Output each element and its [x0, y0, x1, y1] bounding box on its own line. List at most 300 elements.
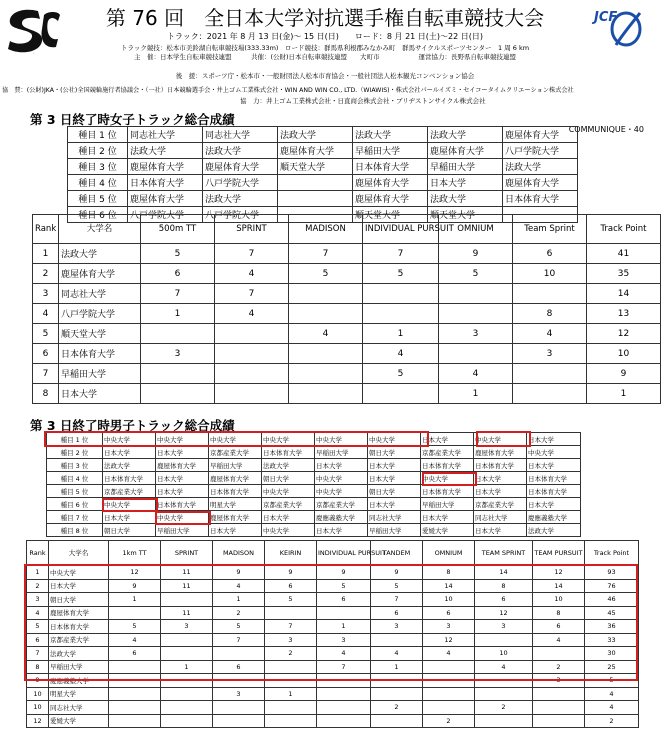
- event-rank-university: 朝日大学: [262, 472, 315, 485]
- column-header: TEAM PURSUIT: [533, 541, 585, 566]
- university-name: 早稲田大学: [59, 364, 141, 384]
- score-cell: 5: [317, 579, 371, 593]
- university-name: 日本大学: [49, 579, 109, 593]
- rank-cell: 1: [33, 244, 59, 264]
- score-cell: 11: [161, 579, 213, 593]
- event-rank-university: 同志社大学: [203, 127, 278, 143]
- score-cell: 5: [439, 264, 513, 284]
- score-cell: [109, 660, 161, 674]
- score-cell: [109, 674, 161, 688]
- score-cell: 6: [213, 660, 265, 674]
- score-cell: [109, 606, 161, 620]
- event-rank-label: 種目 1 位: [47, 433, 103, 446]
- event-rank-university: 八戸学院大学: [203, 175, 278, 191]
- score-cell: [161, 687, 213, 701]
- event-rank-university: 日本体育大学: [421, 459, 474, 472]
- score-cell: [215, 344, 289, 364]
- column-header: OMNIUM: [439, 215, 513, 244]
- event-rank-university: 日本大学: [428, 175, 503, 191]
- score-cell: 2: [475, 701, 533, 715]
- score-cell: 9: [109, 579, 161, 593]
- sc-logo: [4, 5, 62, 55]
- university-name: 愛媛大学: [49, 714, 109, 728]
- event-rank-label: 種目 1 位: [68, 127, 128, 143]
- event-rank-university: 中央大学: [103, 498, 156, 511]
- table-row: [27, 687, 639, 701]
- event-rank-university: 京都産業大学: [315, 498, 368, 511]
- event-ranking-row: [47, 459, 581, 472]
- rank-cell: 2: [33, 264, 59, 284]
- event-rank-university: 慶應義塾大学: [315, 511, 368, 524]
- event-rank-university: 鹿屋体育大学: [209, 511, 262, 524]
- score-cell: 14: [533, 579, 585, 593]
- track-point-cell: 4: [585, 687, 639, 701]
- score-cell: [265, 606, 317, 620]
- score-cell: 6: [265, 579, 317, 593]
- table-row: [27, 633, 639, 647]
- score-cell: 6: [317, 593, 371, 607]
- score-cell: 3: [513, 344, 587, 364]
- organizer-line: 主 催：日本学生自転車競技連盟 共催：(公財)日本自転車競技連盟 大町市 運営協力：長野県自転車競技連盟: [133, 53, 517, 61]
- score-cell: [533, 714, 585, 728]
- score-cell: [265, 674, 317, 688]
- event-rank-university: 鹿屋体育大学: [278, 143, 353, 159]
- score-cell: 14: [475, 566, 533, 580]
- rank-cell: 2: [27, 579, 49, 593]
- score-cell: [161, 714, 213, 728]
- score-cell: 11: [161, 606, 213, 620]
- jcf-logo: [592, 5, 644, 55]
- score-cell: 1: [371, 660, 423, 674]
- rank-cell: 3: [33, 284, 59, 304]
- score-cell: 12: [109, 566, 161, 580]
- score-cell: [371, 714, 423, 728]
- score-cell: 4: [371, 647, 423, 661]
- event-rank-university: 順天堂大学: [278, 159, 353, 175]
- score-cell: 1: [109, 593, 161, 607]
- column-header: INDIVIDUAL PURSUIT: [317, 541, 371, 566]
- score-cell: [161, 647, 213, 661]
- column-header: MADISON: [289, 215, 363, 244]
- table-row: [27, 606, 639, 620]
- column-header: SPRINT: [161, 541, 213, 566]
- track-point-cell: 33: [585, 633, 639, 647]
- table-row: [33, 384, 661, 404]
- score-cell: 3: [475, 620, 533, 634]
- event-rank-university: 早稲田大学: [368, 524, 421, 537]
- men-score-table: [26, 540, 639, 728]
- rank-cell: 9: [27, 674, 49, 688]
- event-rank-university: [278, 175, 353, 191]
- score-cell: 1: [265, 687, 317, 701]
- score-cell: [109, 714, 161, 728]
- event-rank-university: 鹿屋体育大学: [474, 446, 527, 459]
- university-name: 順天堂大学: [59, 324, 141, 344]
- event-rank-university: 日本体育大学: [353, 159, 428, 175]
- score-cell: 9: [317, 566, 371, 580]
- event-rank-university: 日本大学: [527, 433, 581, 446]
- event-rank-university: 中央大学: [527, 446, 581, 459]
- event-ranking-row: [68, 127, 578, 143]
- event-rank-university: 朝日大学: [368, 446, 421, 459]
- table-row: [33, 304, 661, 324]
- event-rank-university: 法政大学: [428, 127, 503, 143]
- score-cell: 10: [513, 264, 587, 284]
- university-name: 日本体育大学: [59, 344, 141, 364]
- score-cell: 9: [371, 566, 423, 580]
- score-cell: 5: [371, 579, 423, 593]
- event-rank-university: 法政大学: [428, 191, 503, 207]
- event-rank-university: 日本体育大学: [527, 472, 581, 485]
- score-cell: 5: [141, 244, 215, 264]
- track-point-cell: 2: [585, 714, 639, 728]
- table-row: [33, 284, 661, 304]
- event-rank-university: 法政大学: [128, 143, 203, 159]
- sponsor-line: 協 賛：(公財)JKA・(公社)全国競輪施行者協議会・（一社）日本競輪選手会・井上ゴム工業株式会社・WIN AND WIN CO., LTD.（WIAWIS)・株式会社パールイズミ・セイコータイムクリエーション株式会社: [2, 87, 574, 94]
- track-point-cell: 36: [585, 620, 639, 634]
- event-rank-university: 日本大学: [156, 485, 209, 498]
- event-rank-university: 早稲田大学: [315, 446, 368, 459]
- event-rank-university: 中央大学: [421, 472, 474, 485]
- score-cell: 4: [363, 344, 439, 364]
- event-rank-university: 順天堂大学: [353, 207, 428, 223]
- communique-number: COMMUNIQUE・40: [568, 125, 644, 134]
- score-cell: [213, 647, 265, 661]
- event-rank-university: 日本大学: [527, 498, 581, 511]
- event-rank-university: 早稲田大学: [156, 524, 209, 537]
- column-header: Rank: [27, 541, 49, 566]
- column-header: Rank: [33, 215, 59, 244]
- score-cell: 1: [363, 324, 439, 344]
- event-rank-university: 日本大学: [527, 459, 581, 472]
- track-point-cell: 25: [585, 660, 639, 674]
- column-header: MADISON: [213, 541, 265, 566]
- event-rank-university: 慶應義塾大学: [527, 511, 581, 524]
- score-cell: [423, 674, 475, 688]
- score-cell: [317, 674, 371, 688]
- event-rank-university: 法政大学: [278, 127, 353, 143]
- event-rank-university: 日本体育大学: [503, 191, 578, 207]
- score-cell: [317, 687, 371, 701]
- event-rank-university: 法政大学: [262, 459, 315, 472]
- event-ranking-row: [47, 446, 581, 459]
- score-cell: 8: [475, 579, 533, 593]
- score-cell: [265, 701, 317, 715]
- score-cell: 6: [109, 647, 161, 661]
- event-rank-university: 鹿屋体育大学: [428, 143, 503, 159]
- score-cell: [109, 701, 161, 715]
- table-row: [27, 660, 639, 674]
- score-cell: [371, 633, 423, 647]
- score-cell: [363, 284, 439, 304]
- university-name: 日本大学: [59, 384, 141, 404]
- score-cell: [423, 701, 475, 715]
- score-header-row: [33, 215, 661, 244]
- page-title: 第 76 回 全日本大学対抗選手権自転車競技大会: [105, 6, 545, 30]
- score-cell: 10: [533, 593, 585, 607]
- score-cell: [289, 384, 363, 404]
- score-cell: 9: [439, 244, 513, 264]
- score-cell: 4: [423, 647, 475, 661]
- university-name: 朝日大学: [49, 593, 109, 607]
- event-rank-university: 同志社大学: [128, 127, 203, 143]
- event-rank-university: 日本大学: [368, 498, 421, 511]
- score-cell: [317, 701, 371, 715]
- university-name: 法政大学: [59, 244, 141, 264]
- score-cell: 4: [215, 304, 289, 324]
- event-rank-label: 種目 4 位: [68, 175, 128, 191]
- score-cell: [161, 701, 213, 715]
- jcf-logo-text: JCF: [594, 10, 618, 25]
- column-header: KEIRIN: [265, 541, 317, 566]
- event-rank-university: 日本体育大学: [128, 175, 203, 191]
- rank-cell: 4: [27, 606, 49, 620]
- event-ranking-row: [68, 191, 578, 207]
- university-name: 八戸学院大学: [59, 304, 141, 324]
- event-rank-university: 鹿屋体育大学: [203, 159, 278, 175]
- track-point-cell: 13: [587, 304, 661, 324]
- score-cell: 5: [363, 364, 439, 384]
- event-rank-university: 鹿屋体育大学: [209, 472, 262, 485]
- track-point-cell: 41: [587, 244, 661, 264]
- score-cell: [265, 660, 317, 674]
- event-rank-university: 鹿屋体育大学: [128, 159, 203, 175]
- event-rank-university: 法政大学: [103, 459, 156, 472]
- track-point-cell: 9: [587, 364, 661, 384]
- event-rank-university: 日本体育大学: [421, 485, 474, 498]
- event-ranking-row: [68, 143, 578, 159]
- score-cell: 3: [141, 344, 215, 364]
- event-rank-university: 日本大学: [103, 446, 156, 459]
- university-name: 同志社大学: [49, 701, 109, 715]
- event-rank-university: 早稲田大学: [209, 459, 262, 472]
- event-rank-university: 朝日大学: [103, 524, 156, 537]
- event-rank-university: 日本大学: [315, 524, 368, 537]
- score-cell: 4: [439, 364, 513, 384]
- score-cell: 1: [439, 384, 513, 404]
- score-cell: 4: [215, 264, 289, 284]
- event-rank-university: 中央大学: [315, 472, 368, 485]
- column-header: 500m TT: [141, 215, 215, 244]
- score-cell: 1: [141, 304, 215, 324]
- column-header: OMNIUM: [423, 541, 475, 566]
- men-section-title: 第 3 日終了時男子トラック総合成績: [30, 418, 235, 433]
- score-cell: 6: [371, 606, 423, 620]
- event-rank-university: [278, 191, 353, 207]
- dates-line: トラック：2021 年 8 月 13 日(金)～ 15 日(日) ロード：8 月 21 日(土)～22 日(日): [166, 32, 484, 41]
- column-header: INDIVIDUAL PURSUIT: [363, 215, 439, 244]
- score-cell: [215, 324, 289, 344]
- event-rank-university: 日本大学: [421, 511, 474, 524]
- table-row: [27, 620, 639, 634]
- event-rank-university: 中央大学: [315, 485, 368, 498]
- score-cell: 12: [475, 606, 533, 620]
- score-cell: [475, 633, 533, 647]
- table-row: [27, 674, 639, 688]
- event-ranking-row: [47, 524, 581, 537]
- university-name: 鹿屋体育大学: [49, 606, 109, 620]
- score-cell: [371, 687, 423, 701]
- rank-cell: 10: [27, 701, 49, 715]
- event-rank-university: 京都産業大学: [421, 446, 474, 459]
- column-header: 大学名: [59, 215, 141, 244]
- score-cell: [141, 364, 215, 384]
- score-header-row: [27, 541, 639, 566]
- column-header: Track Point: [585, 541, 639, 566]
- university-name: 明星大学: [49, 687, 109, 701]
- rank-cell: 12: [27, 714, 49, 728]
- event-rank-university: 法政大学: [203, 191, 278, 207]
- event-rank-university: 京都産業大学: [474, 498, 527, 511]
- event-rank-university: 朝日大学: [368, 485, 421, 498]
- event-rank-university: 日本大学: [315, 459, 368, 472]
- event-rank-university: 京都産業大学: [262, 498, 315, 511]
- score-cell: [317, 606, 371, 620]
- score-cell: 5: [289, 264, 363, 284]
- event-rank-university: 中央大学: [103, 433, 156, 446]
- score-cell: 7: [265, 620, 317, 634]
- event-rank-university: 日本体育大学: [474, 459, 527, 472]
- event-rank-label: 種目 5 位: [47, 485, 103, 498]
- score-cell: [475, 714, 533, 728]
- score-cell: [141, 324, 215, 344]
- event-rank-university: 法政大学: [503, 159, 578, 175]
- event-rank-university: 日本大学: [368, 472, 421, 485]
- event-rank-university: 日本大学: [474, 472, 527, 485]
- event-rank-label: 種目 2 位: [68, 143, 128, 159]
- column-header: Track Point: [587, 215, 661, 244]
- table-row: [27, 701, 639, 715]
- column-header: TEAM SPRINT: [475, 541, 533, 566]
- score-cell: 9: [213, 566, 265, 580]
- score-cell: [215, 384, 289, 404]
- column-header: 1km TT: [109, 541, 161, 566]
- score-cell: [289, 304, 363, 324]
- score-cell: [533, 687, 585, 701]
- rank-cell: 5: [27, 620, 49, 634]
- column-header: TANDEM: [371, 541, 423, 566]
- column-header: Team Sprint: [513, 215, 587, 244]
- rank-cell: 8: [33, 384, 59, 404]
- event-rank-label: 種目 3 位: [68, 159, 128, 175]
- score-cell: [475, 687, 533, 701]
- score-cell: 5: [109, 620, 161, 634]
- event-rank-university: 中央大学: [156, 511, 209, 524]
- track-point-cell: 45: [585, 606, 639, 620]
- event-rank-university: 同志社大学: [474, 511, 527, 524]
- rank-cell: 7: [27, 647, 49, 661]
- score-cell: [213, 674, 265, 688]
- event-rank-university: 早稲田大学: [353, 143, 428, 159]
- event-rank-university: 法政大学: [353, 127, 428, 143]
- event-rank-university: 八戸学院大学: [203, 207, 278, 223]
- score-cell: 4: [317, 647, 371, 661]
- score-cell: 11: [161, 566, 213, 580]
- score-cell: [161, 593, 213, 607]
- score-cell: 8: [423, 566, 475, 580]
- event-rank-university: 中央大学: [156, 433, 209, 446]
- event-rank-label: 種目 2 位: [47, 446, 103, 459]
- rank-cell: 1: [27, 566, 49, 580]
- event-rank-university: 中央大学: [262, 485, 315, 498]
- score-cell: 1: [161, 660, 213, 674]
- event-rank-university: 日本体育大学: [262, 446, 315, 459]
- score-cell: [363, 384, 439, 404]
- score-cell: [363, 304, 439, 324]
- event-rank-university: 日本大学: [262, 511, 315, 524]
- score-cell: 5: [213, 620, 265, 634]
- rank-cell: 4: [33, 304, 59, 324]
- event-rank-university: 中央大学: [315, 433, 368, 446]
- table-row: [27, 566, 639, 580]
- event-rank-university: 鹿屋体育大学: [128, 191, 203, 207]
- score-cell: 12: [533, 566, 585, 580]
- score-cell: 6: [475, 593, 533, 607]
- score-cell: 7: [371, 593, 423, 607]
- sc-logo-text: SC: [33, 54, 35, 55]
- score-cell: [289, 284, 363, 304]
- support-line: 後 援：スポーツ庁・松本市・一般財団法人松本市育協会・一般社団法人松本観光コンベンション協会: [175, 72, 475, 80]
- score-cell: [161, 633, 213, 647]
- score-cell: 3: [439, 324, 513, 344]
- university-name: 早稲田大学: [49, 660, 109, 674]
- university-name: 中央大学: [49, 566, 109, 580]
- score-cell: 6: [423, 606, 475, 620]
- score-cell: 3: [371, 620, 423, 634]
- university-name: 日本体育大学: [49, 620, 109, 634]
- event-rank-university: 中央大学: [474, 433, 527, 446]
- score-cell: 10: [423, 593, 475, 607]
- university-name: 鹿屋体育大学: [59, 264, 141, 284]
- score-cell: 7: [317, 660, 371, 674]
- event-rank-label: 種目 5 位: [68, 191, 128, 207]
- event-rank-university: 日本大学: [209, 524, 262, 537]
- score-cell: 7: [289, 244, 363, 264]
- table-row: [33, 324, 661, 344]
- women-event-ranking-table: [67, 126, 578, 223]
- event-ranking-row: [47, 433, 581, 446]
- event-rank-label: 種目 6 位: [68, 207, 128, 223]
- event-rank-university: 法政大学: [527, 524, 581, 537]
- score-cell: 7: [141, 284, 215, 304]
- event-rank-university: 京都産業大学: [209, 446, 262, 459]
- table-row: [33, 344, 661, 364]
- table-row: [27, 714, 639, 728]
- cooperation-line: 協 力：井上ゴム工業株式会社・日直商会株式会社・ブリヂストンサイクル株式会社: [240, 97, 486, 105]
- track-point-cell: 30: [585, 647, 639, 661]
- score-cell: 5: [265, 593, 317, 607]
- event-rank-university: 鹿屋体育大学: [353, 191, 428, 207]
- university-name: 慶應義塾大学: [49, 674, 109, 688]
- score-cell: 3: [213, 687, 265, 701]
- track-point-cell: 46: [585, 593, 639, 607]
- event-rank-label: 種目 3 位: [47, 459, 103, 472]
- score-cell: 8: [533, 606, 585, 620]
- score-cell: [533, 647, 585, 661]
- event-rank-university: 日本体育大学: [103, 472, 156, 485]
- rank-cell: 6: [27, 633, 49, 647]
- event-ranking-row: [68, 159, 578, 175]
- event-rank-university: 鹿屋体育大学: [503, 175, 578, 191]
- university-name: 京都産業大学: [49, 633, 109, 647]
- score-cell: 3: [423, 620, 475, 634]
- event-rank-university: 日本大学: [421, 433, 474, 446]
- rank-cell: 5: [33, 324, 59, 344]
- score-cell: [439, 284, 513, 304]
- track-point-cell: 10: [587, 344, 661, 364]
- event-rank-university: 鹿屋体育大学: [156, 459, 209, 472]
- score-cell: 6: [513, 244, 587, 264]
